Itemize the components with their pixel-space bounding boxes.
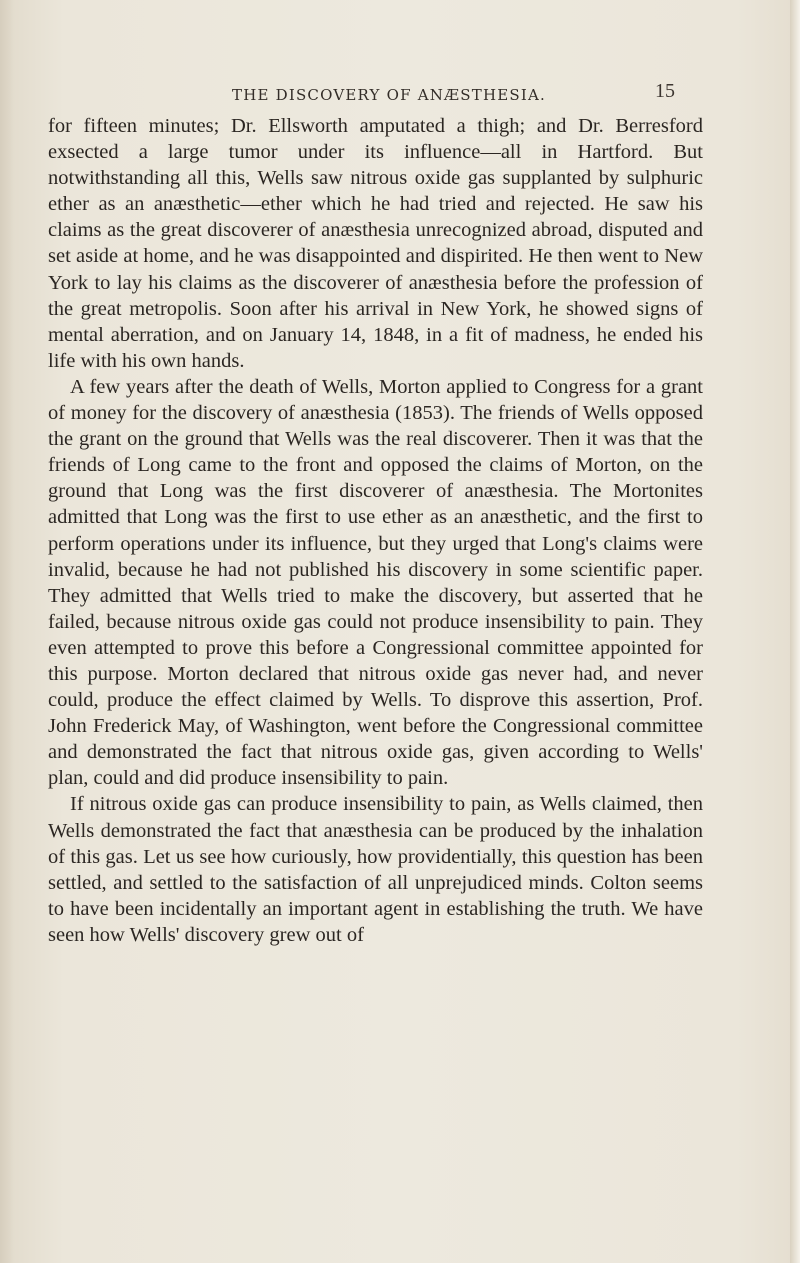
page-gutter-shadow — [0, 0, 14, 1263]
running-head: THE DISCOVERY OF ANÆSTHESIA. — [232, 86, 546, 104]
paragraph-3: If nitrous oxide gas can produce insensibility to pain, as Wells claimed, then Wells demonstrated the fact that anæsthesia can be produced by the inhalation of this gas. Let us see how curiously, how providentially, this question has been settled, and settled to the satisfaction of all unprejudiced minds. Colton seems to have been incidentally an important agent in establishing the truth. We have seen how Wells' discovery grew out of — [48, 793, 703, 946]
body-text — [48, 113, 703, 948]
paragraph-1: for fifteen minutes; Dr. Ellsworth amputated a thigh; and Dr. Berresford exsected a large tumor under its influence—all in Hartford. But notwithstanding all this, Wells saw nitrous oxide gas supplanted by sulphuric ether as an anæsthetic—ether which he had tried and rejected. He saw his claims as the great discoverer of anæsthesia unrecognized abroad, disputed and set aside at home, and he was disappointed and dispirited. He then went to New York to lay his claims as the discoverer of anæsthesia before the profession of the great metropolis. Soon after his arrival in New York, he showed signs of mental aberration, and on January 14, 1848, in a fit of madness, he ended his life with his own hands. — [48, 115, 703, 372]
page-number: 15 — [655, 80, 675, 102]
page-edge — [790, 0, 800, 1263]
paragraph-2: A few years after the death of Wells, Morton applied to Congress for a grant of money for the discovery of anæsthesia (1853). The friends of Wells opposed the grant on the ground that Wells was the real discoverer. Then it was that the friends of Long came to the front and opposed the claims of Morton, on the ground that Long was the first discoverer of anæsthesia. The Mortonites admitted that Long was the first to use ether as an anæsthetic, and the first to perform operations under its influence, but they urged that Long's claims were invalid, because he had not published his discovery in some scientific paper. They admitted that Wells tried to make the discovery, but asserted that he failed, because nitrous oxide gas could not produce insensibility to pain. They even attempted to prove this before a Congressional committee appointed for this purpose. Morton declared that nitrous oxide gas never had, and never could, produce the effect claimed by Wells. To disprove this assertion, Prof. John Frederick May, of Washington, went before the Congressional committee and demonstrated the fact that nitrous oxide gas, given according to Wells' plan, could and did produce insensibility to pain. — [48, 375, 703, 790]
